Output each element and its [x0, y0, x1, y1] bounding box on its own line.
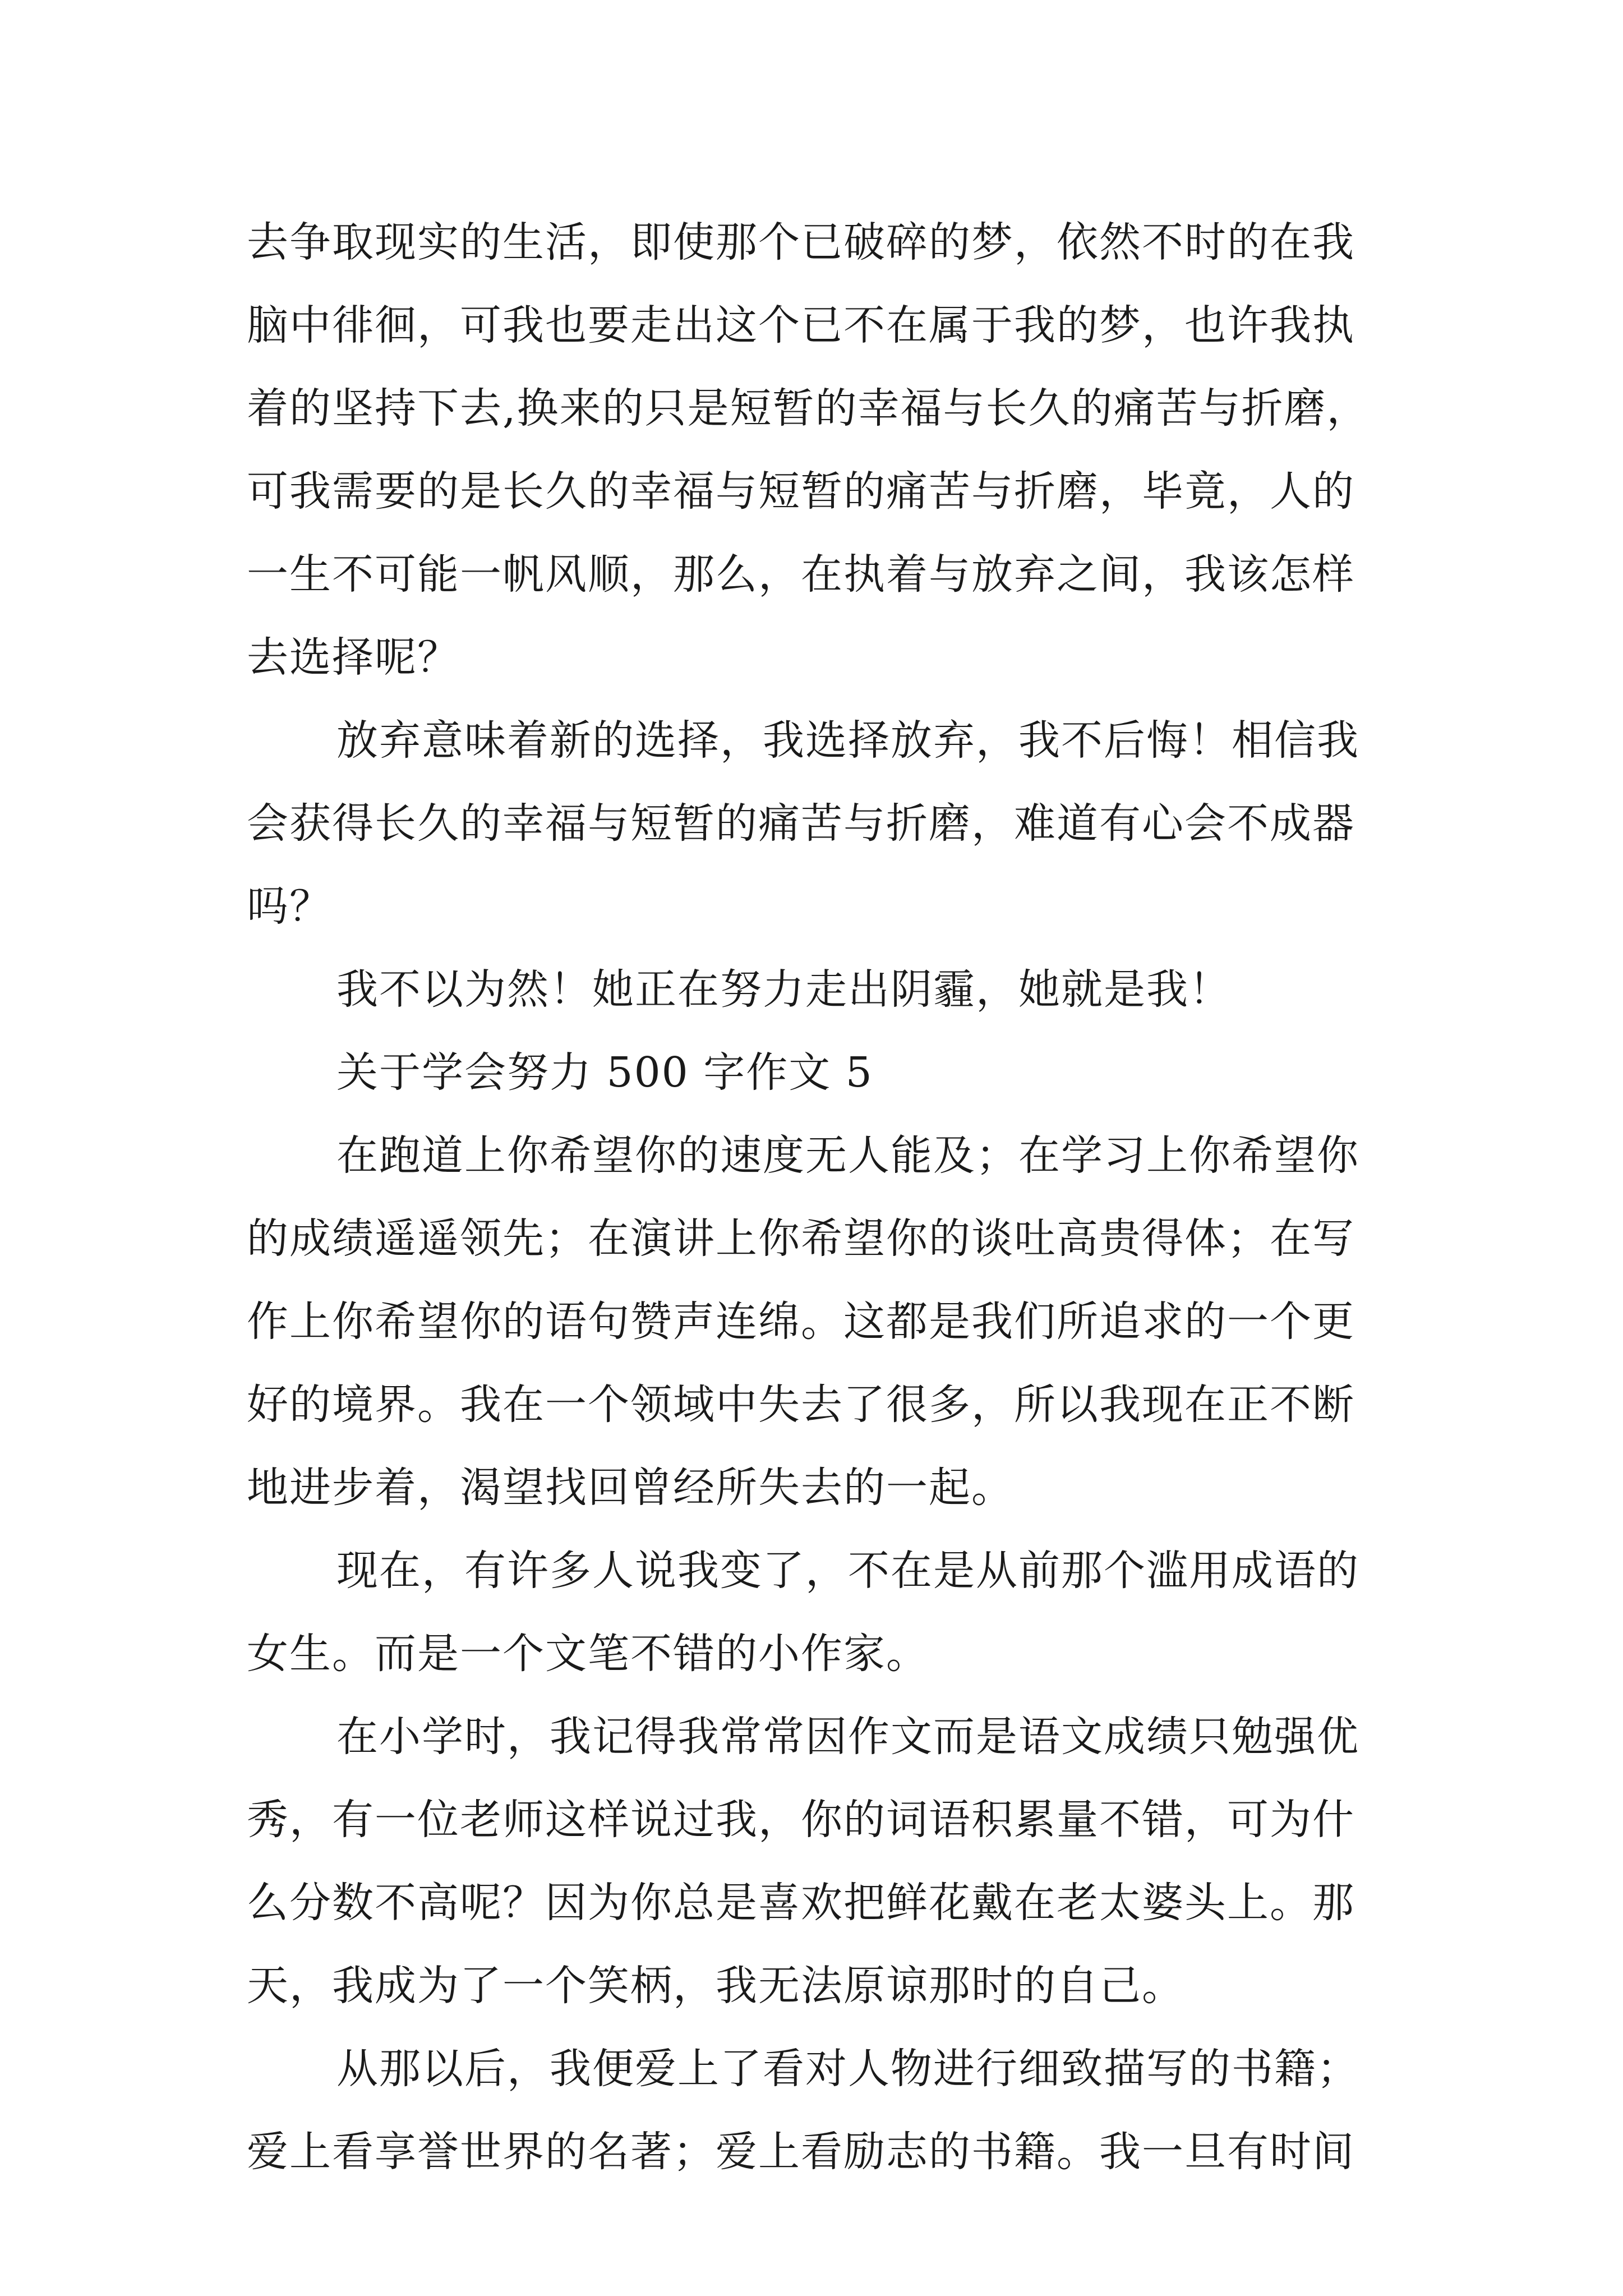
text-line: 着的坚持下去,换来的只是短暂的幸福与长久的痛苦与折磨， [247, 384, 1370, 432]
text-line: 一生不可能一帆风顺，那么，在执着与放弃之间，我该怎样 [247, 550, 1355, 599]
text-line: 可我需要的是长久的幸福与短暂的痛苦与折磨，毕竟，人的 [247, 467, 1355, 516]
document-body [247, 201, 1402, 2193]
text-line: 地进步着，渴望找回曾经所失去的一起。 [247, 1464, 1014, 1512]
text-line: 好的境界。我在一个领域中失去了很多，所以我现在正不断 [247, 1381, 1355, 1429]
text-line: 女生。而是一个文笔不错的小作家。 [247, 1630, 929, 1678]
text-line: 去争取现实的生活，即使那个已破碎的梦，依然不时的在我 [247, 218, 1355, 266]
text-line: 的成绩遥遥领先；在演讲上你希望你的谈吐高贵得体；在写 [247, 1214, 1355, 1263]
section-heading: 关于学会努力 500 字作文 5 [336, 1048, 873, 1097]
text-line: 去选择呢？ [247, 633, 460, 682]
text-line: 作上你希望你的语句赞声连绵。这都是我们所追求的一个更 [247, 1297, 1355, 1346]
text-line: 吗？ [247, 882, 332, 931]
text-line: 天，我成为了一个笑柄，我无法原谅那时的自己。 [247, 1962, 1184, 2010]
paragraph-start-line: 现在，有许多人说我变了，不在是从前那个滥用成语的 [336, 1547, 1359, 1595]
text-line: 脑中徘徊，可我也要走出这个已不在属于我的梦，也许我执 [247, 301, 1355, 349]
text-line: 么分数不高呢？因为你总是喜欢把鲜花戴在老太婆头上。那 [247, 1879, 1355, 1927]
text-line: 秀，有一位老师这样说过我，你的词语积累量不错，可为什 [247, 1796, 1355, 1844]
paragraph-start-line: 我不以为然！她正在努力走出阴霾，她就是我！ [336, 965, 1232, 1014]
paragraph-start-line: 在小学时，我记得我常常因作文而是语文成绩只勉强优 [336, 1713, 1359, 1761]
paragraph-start-line: 放弃意味着新的选择，我选择放弃，我不后悔！相信我 [336, 716, 1359, 765]
paragraph-start-line: 在跑道上你希望你的速度无人能及；在学习上你希望你 [336, 1131, 1359, 1180]
text-line: 爱上看享誉世界的名著；爱上看励志的书籍。我一旦有时间 [247, 2128, 1355, 2176]
paragraph-start-line: 从那以后，我便爱上了看对人物进行细致描写的书籍； [336, 2045, 1359, 2093]
text-line: 会获得长久的幸福与短暂的痛苦与折磨，难道有心会不成器 [247, 799, 1355, 848]
